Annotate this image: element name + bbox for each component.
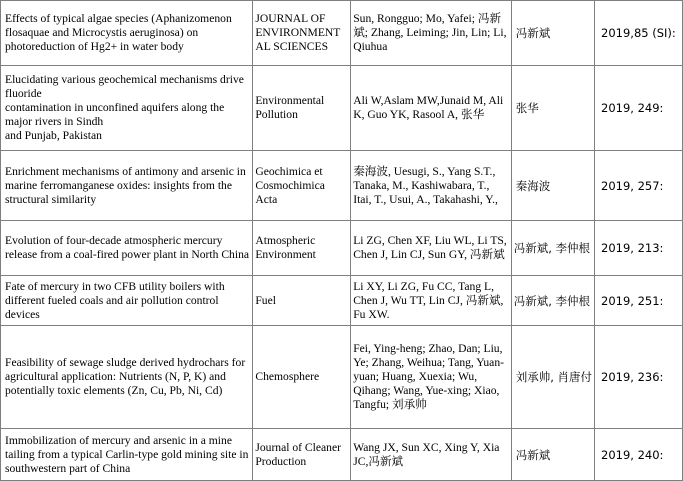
author-list: Li ZG, Chen XF, Liu WL, Li TS, Chen J, Lin CJ, Sun GY, 冯新斌 bbox=[351, 221, 512, 276]
publication-info: 2019, 240: bbox=[595, 429, 683, 481]
corresponding-author: 刘承帅, 肖唐付 bbox=[511, 326, 594, 429]
publication-info: 2019,85 (SI): bbox=[595, 1, 683, 66]
journal-name: Geochimica et Cosmochimica Acta bbox=[253, 151, 351, 221]
journal-name: Fuel bbox=[253, 276, 351, 326]
paper-title-line: Elucidating various geochemical mechanisms drive fluoride bbox=[5, 73, 244, 100]
paper-title-line: contamination in unconfined aquifers along the major rivers in Sindh bbox=[5, 101, 225, 128]
publication-info: 2019, 251: bbox=[595, 276, 683, 326]
table-row bbox=[1, 276, 683, 326]
paper-title: Immobilization of mercury and arsenic in a mine tailing from a typical Carlin-type gold mining site in southwestern part of China bbox=[1, 429, 253, 481]
author-list: Li XY, Li ZG, Fu CC, Tang L, Chen J, Wu TT, Lin CJ, 冯新斌, Fu XW. bbox=[351, 276, 512, 326]
journal-name: Chemosphere bbox=[253, 326, 351, 429]
journal-name: JOURNAL OF ENVIRONMENT AL SCIENCES bbox=[253, 1, 351, 66]
author-list: Wang JX, Sun XC, Xing Y, Xia JC,冯新斌 bbox=[351, 429, 512, 481]
corresponding-author: 冯新斌 bbox=[511, 429, 594, 481]
table-row bbox=[1, 151, 683, 221]
author-list: Fei, Ying-heng; Zhao, Dan; Liu, Ye; Zhang, Weihua; Tang, Yuan-yuan; Huang, Xuexia; Wu, Qihang; Wang, Yue-xing; Xiao, Tangfu; 刘承帅 bbox=[351, 326, 512, 429]
paper-title bbox=[1, 66, 253, 151]
paper-title: Feasibility of sewage sludge derived hydrochars for agricultural application: Nutrients (N, P, K) and potentially toxic elements (Zn, Cu, Pb, Ni, Cd) bbox=[1, 326, 253, 429]
paper-title: Effects of typical algae species (Aphanizomenon flosaquae and Microcystis aeruginosa) on photoreduction of Hg2+ in water body bbox=[1, 1, 253, 66]
author-list: Sun, Rongguo; Mo, Yafei; 冯新斌; Zhang, Leiming; Jin, Lin; Li, Qiuhua bbox=[351, 1, 512, 66]
publication-info: 2019, 213: bbox=[595, 221, 683, 276]
publication-info: 2019, 257: bbox=[595, 151, 683, 221]
corresponding-author: 冯新斌, 李仲根 bbox=[511, 276, 594, 326]
journal-name: Environmental Pollution bbox=[253, 66, 351, 151]
table-row bbox=[1, 1, 683, 66]
corresponding-author: 冯新斌, 李仲根 bbox=[511, 221, 594, 276]
paper-title: Fate of mercury in two CFB utility boilers with different fueled coals and air pollution control devices bbox=[1, 276, 253, 326]
paper-title-line: and Punjab, Pakistan bbox=[5, 129, 102, 142]
paper-title: Evolution of four-decade atmospheric mercury release from a coal-fired power plant in North China bbox=[1, 221, 253, 276]
corresponding-author: 张华 bbox=[511, 66, 594, 151]
journal-name: Atmospheric Environment bbox=[253, 221, 351, 276]
publication-info: 2019, 249: bbox=[595, 66, 683, 151]
paper-title: Enrichment mechanisms of antimony and arsenic in marine ferromanganese oxides: insights from the structural similarity bbox=[1, 151, 253, 221]
corresponding-author: 秦海波 bbox=[511, 151, 594, 221]
author-list: 秦海波, Uesugi, S., Yang S.T., Tanaka, M., Kashiwabara, T., Itai, T., Usui, A., Takahashi, Y., bbox=[351, 151, 512, 221]
publication-info: 2019, 236: bbox=[595, 326, 683, 429]
corresponding-author: 冯新斌 bbox=[511, 1, 594, 66]
table-row bbox=[1, 429, 683, 481]
table-row bbox=[1, 326, 683, 429]
author-list: Ali W,Aslam MW,Junaid M, Ali K, Guo YK, Rasool A, 张华 bbox=[351, 66, 512, 151]
journal-name: Journal of Cleaner Production bbox=[253, 429, 351, 481]
table-row bbox=[1, 66, 683, 151]
table-row bbox=[1, 221, 683, 276]
